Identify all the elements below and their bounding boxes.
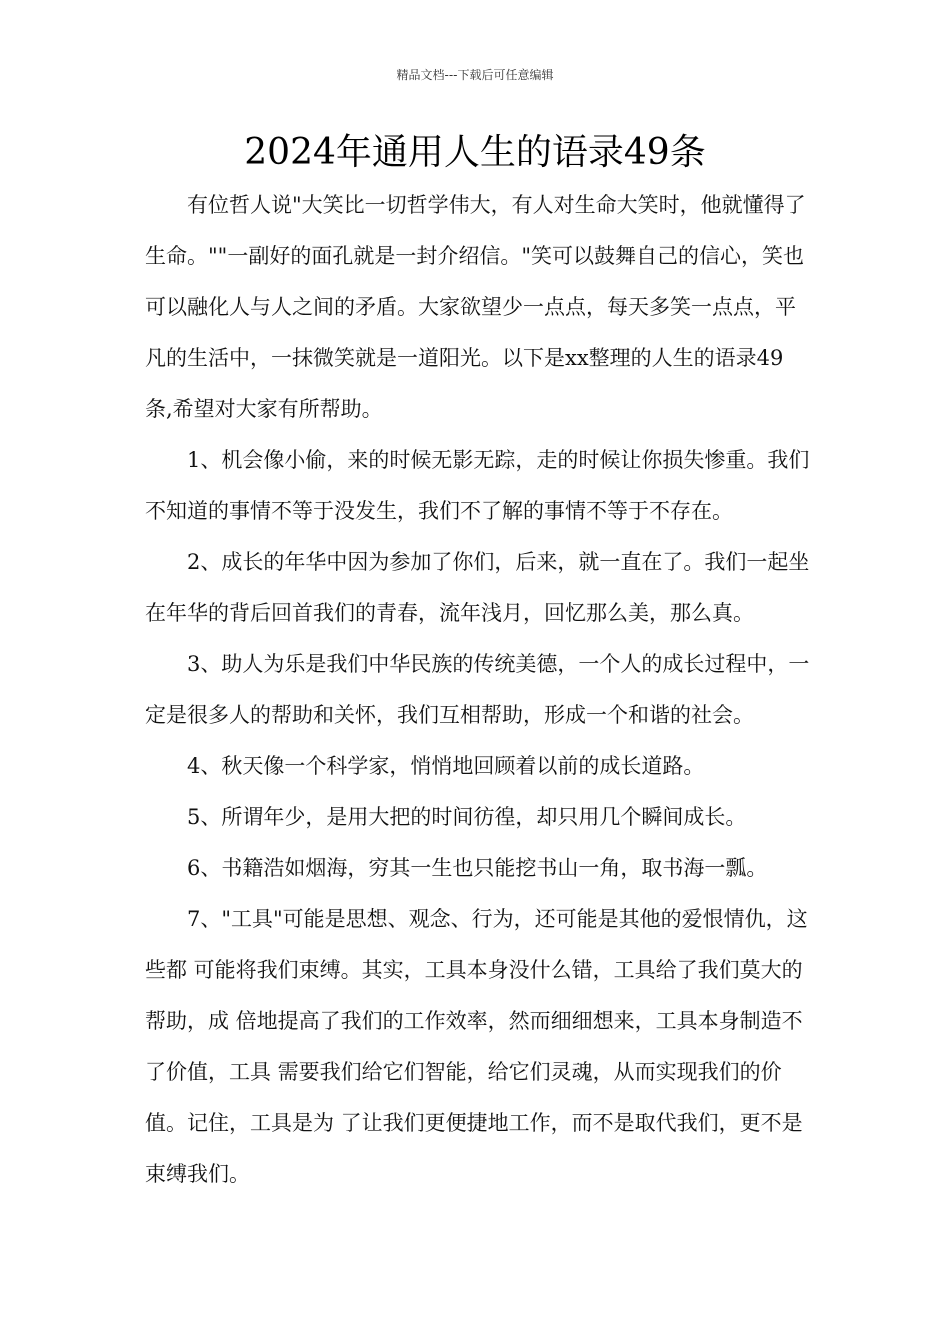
document-body	[145, 180, 810, 1200]
quote-paragraph-3: 3、助人为乐是我们中华民族的传统美德，一个人的成长过程中，一定是很多人的帮助和关怀，我们互相帮助，形成一个和谐的社会。	[145, 652, 810, 727]
document-title: 2024年通用人生的语录49条	[244, 132, 706, 173]
quote-paragraph-7: 7、"工具"可能是思想、观念、行为，还可能是其他的爱恨情仇，这些都 可能将我们束缚。其实，工具本身没什么错，工具给了我们莫大的帮助，成 倍地提高了我们的工作效率，然而细细想来，工具本身制造不了价值，工具 需要我们给它们智能，给它们灵魂，从而实现我们的价值。记住，工具是为 了让我们更便捷地工作，而不是取代我们，更不是束缚我们。	[145, 907, 808, 1186]
quote-paragraph-5: 5、所谓年少，是用大把的时间彷徨，却只用几个瞬间成长。	[187, 805, 747, 829]
quote-paragraph-1: 1、机会像小偷，来的时候无影无踪，走的时候让你损失惨重。我们不知道的事情不等于没发生，我们不了解的事情不等于不存在。	[145, 448, 810, 523]
intro-paragraph: 有位哲人说"大笑比一切哲学伟大，有人对生命大笑时，他就懂得了生命。""一副好的面孔就是一封介绍信。"笑可以鼓舞自己的信心，笑也可以融化人与人之间的矛盾。大家欲望少一点点，每天多笑一点点，平凡的生活中，一抹微笑就是一道阳光。以下是xx整理的人生的语录49条,希望对大家有所帮助。	[145, 193, 806, 421]
quote-paragraph-2: 2、成长的年华中因为参加了你们，后来，就一直在了。我们一起坐在年华的背后回首我们的青春，流年浅月，回忆那么美，那么真。	[145, 550, 810, 625]
document-header-note: 精品文档---下载后可任意编辑	[396, 68, 554, 82]
quote-paragraph-4: 4、秋天像一个科学家，悄悄地回顾着以前的成长道路。	[187, 754, 705, 778]
quote-paragraph-6: 6、书籍浩如烟海，穷其一生也只能挖书山一角，取书海一瓢。	[187, 856, 768, 880]
